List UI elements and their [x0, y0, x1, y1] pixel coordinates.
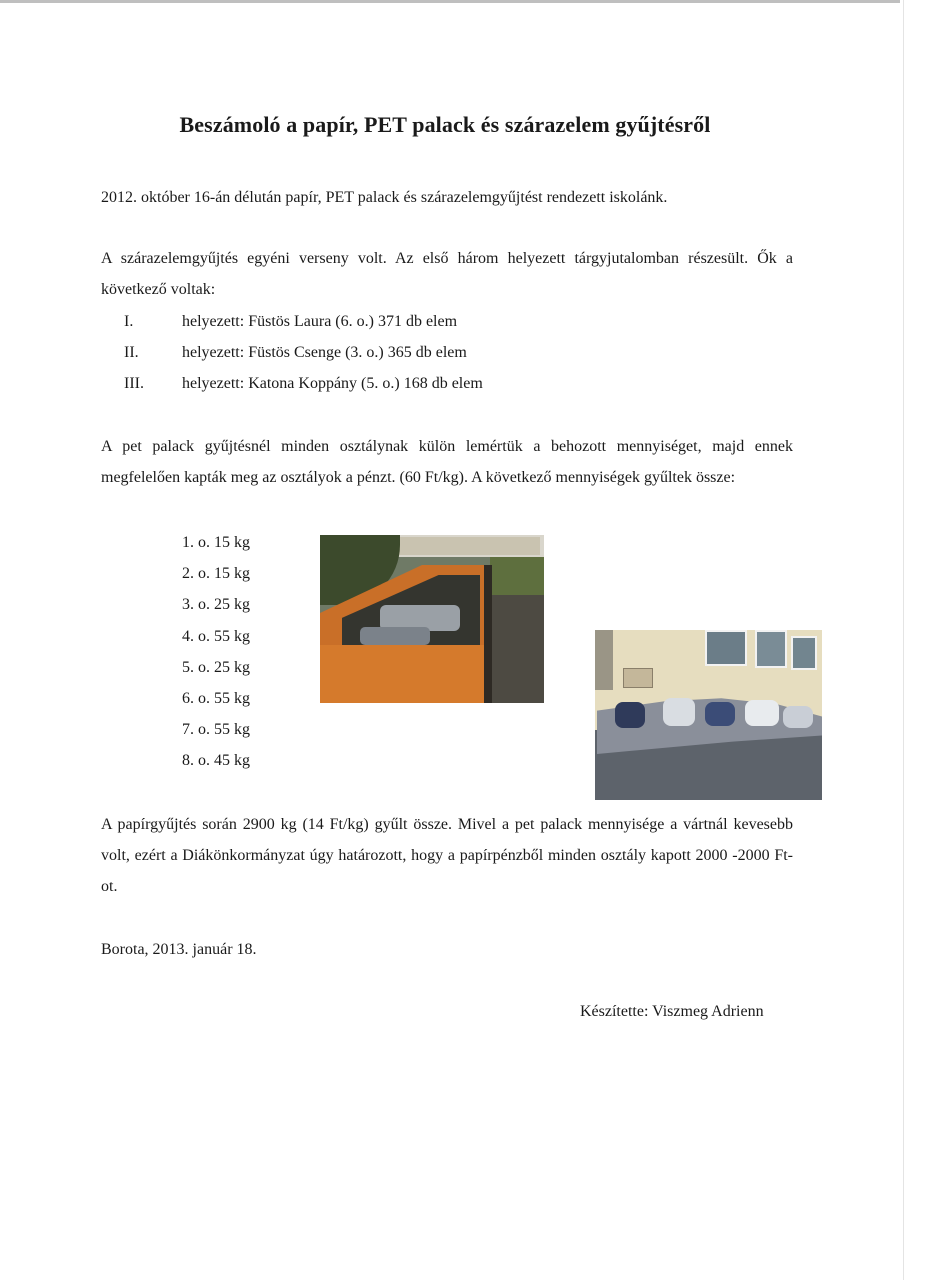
class-amount-item: 3. o. 25 kg	[182, 596, 250, 614]
class-amount-item: 5. o. 25 kg	[182, 658, 250, 676]
class-amount-item: 7. o. 55 kg	[182, 721, 250, 739]
winner-rank: I.	[124, 313, 134, 330]
photo-roof	[595, 630, 613, 690]
class-amount-item: 8. o. 45 kg	[182, 752, 250, 770]
winners-list	[124, 306, 483, 399]
paper-paragraph: A papírgyűjtés során 2900 kg (14 Ft/kg) gyűlt össze. Mivel a pet palack mennyisége a vártnál kevesebb volt, ezért a Diákönkormányzat úgy határozott, hogy a papírpénzből minden osztály kapott 2000 -2000 Ft-ot.	[101, 816, 793, 895]
pet-paragraph: A pet palack gyűjtésnél minden osztálynak külön lemértük a behozott mennyiséget, majd ennek megfelelően kapták meg az osztályok a pénzt. (60 Ft/kg). A következő mennyiségek gyűltek össze:	[101, 438, 793, 486]
photo-bottles	[360, 627, 430, 645]
winner-text: helyezett: Füstös Csenge (3. o.) 365 db elem	[182, 344, 467, 361]
photo-railing	[484, 565, 492, 703]
winner-row	[124, 337, 483, 368]
class-amounts-list	[182, 527, 250, 777]
date-line: Borota, 2013. január 18.	[101, 941, 257, 958]
photo-bag	[783, 706, 813, 728]
intro-paragraph: 2012. október 16-án délután papír, PET palack és szárazelemgyűjtést rendezett iskolánk.	[101, 189, 668, 206]
photo-collected-bags	[595, 630, 822, 800]
photo-window	[755, 630, 787, 668]
class-amount-item: 4. o. 55 kg	[182, 627, 250, 645]
class-amount-item: 6. o. 55 kg	[182, 689, 250, 707]
photo-sign-board	[623, 668, 653, 688]
winner-rank: II.	[124, 344, 139, 361]
photo-window	[705, 630, 747, 666]
photo-bag	[745, 700, 779, 726]
winner-text: helyezett: Katona Koppány (5. o.) 168 db elem	[182, 375, 483, 392]
class-amount-item: 1. o. 15 kg	[182, 534, 250, 551]
photo-window	[791, 636, 817, 670]
winner-row	[124, 306, 483, 337]
photo-bottle-container	[320, 535, 544, 703]
document-title: Beszámoló a papír, PET palack és szárazelem gyűjtésről	[179, 112, 711, 137]
author-signature: Készítette: Viszmeg Adrienn	[580, 1003, 764, 1020]
battery-paragraph: A szárazelemgyűjtés egyéni verseny volt. Az első három helyezett tárgyjutalomban részesült. Ők a következő voltak:	[101, 250, 793, 298]
photo-container-front	[320, 645, 485, 703]
photo-bag	[615, 702, 645, 728]
photo-building	[390, 537, 540, 555]
photo-bag	[663, 698, 695, 726]
photo-bag	[705, 702, 735, 726]
winner-row	[124, 368, 483, 399]
winner-rank: III.	[124, 375, 144, 392]
class-amount-item: 2. o. 15 kg	[182, 565, 250, 583]
page-edge	[0, 0, 900, 3]
page-edge-shadow	[903, 0, 904, 1280]
winner-text: helyezett: Füstös Laura (6. o.) 371 db elem	[182, 313, 458, 330]
